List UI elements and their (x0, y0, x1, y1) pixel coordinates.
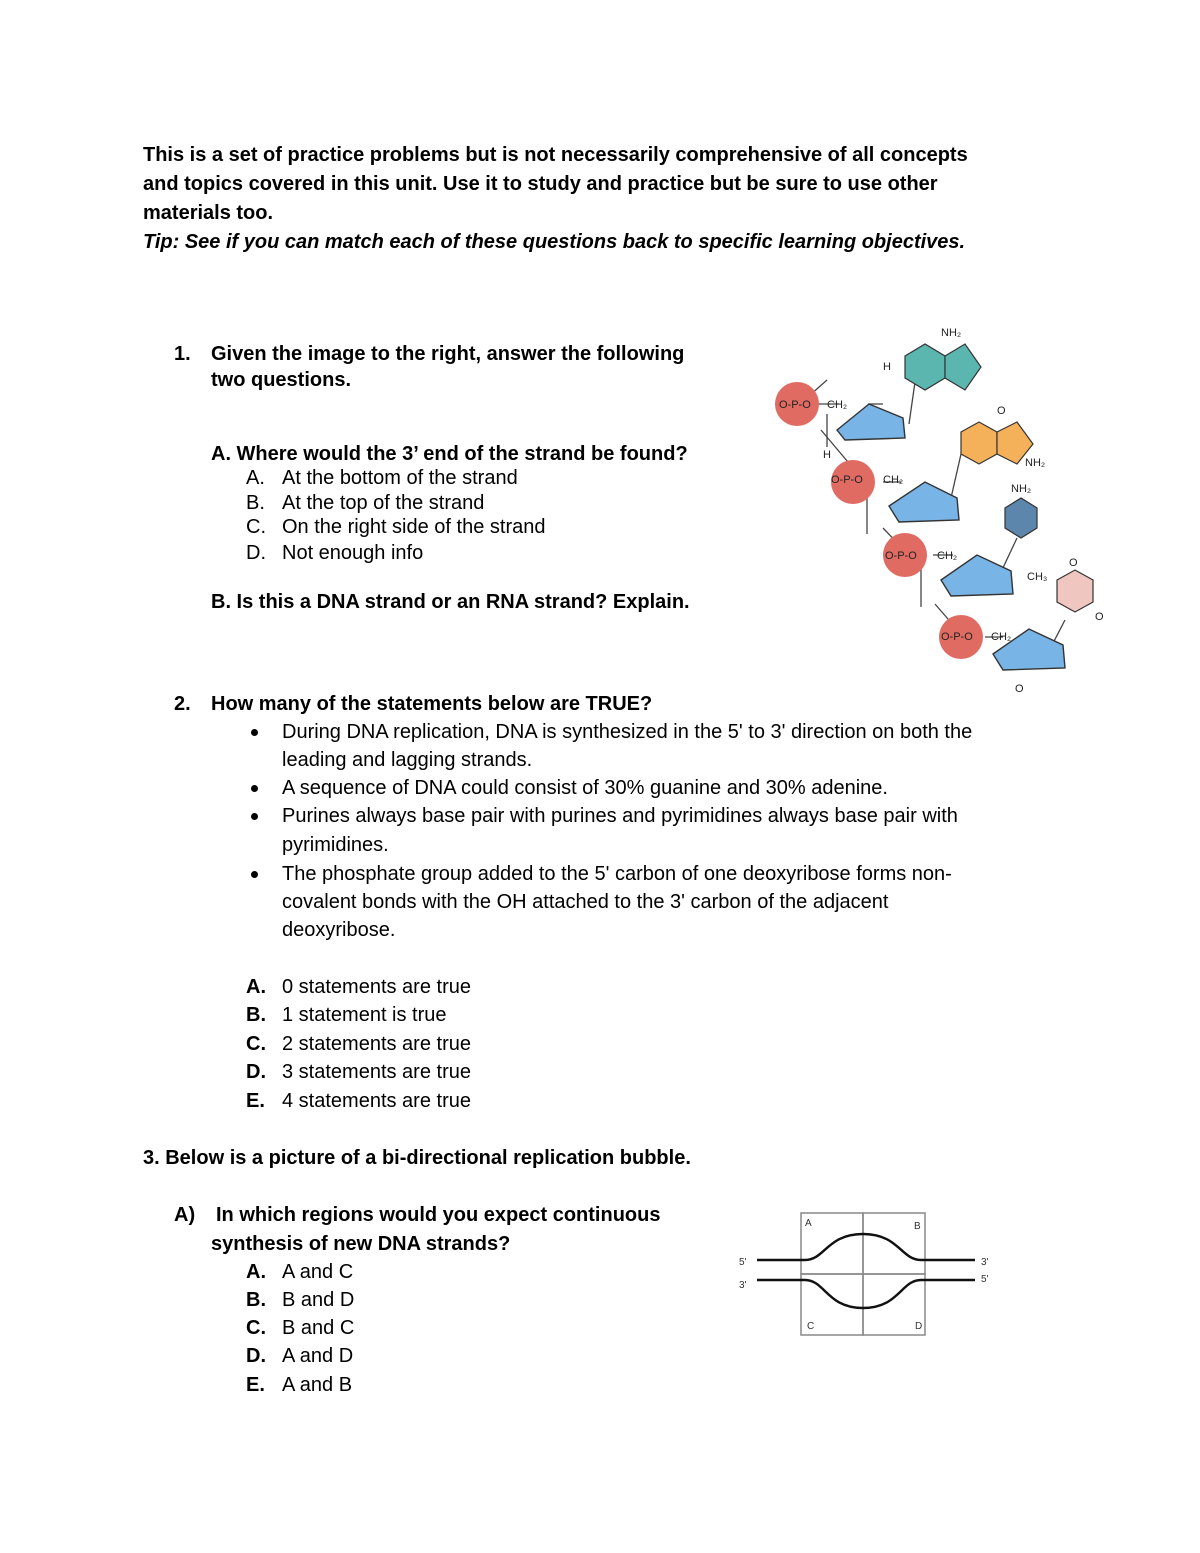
sugar1-h-label: H (823, 449, 831, 461)
q1-option-a-text: At the bottom of the strand (282, 467, 518, 489)
q2-statement-4-line3: deoxyribose. (282, 919, 396, 941)
intro-line-2: and topics covered in this unit. Use it to study and practice but be sure to use other (143, 173, 938, 195)
region-c-label: C (807, 1321, 815, 1332)
q2-statement-4-line1: The phosphate group added to the 5' carbon of one deoxyribose forms non- (282, 863, 952, 885)
thymine-ch3-label: CH₃ (1027, 571, 1048, 583)
phosphate-label-1: O-P-O (779, 399, 811, 411)
ch2-label-1: CH₂ (827, 399, 848, 411)
guanine-nh2-label: NH₂ (1025, 457, 1046, 469)
top-strand (757, 1234, 975, 1260)
q3-part-a-line1: In which regions would you expect continuous (216, 1204, 661, 1226)
q1-prompt-line2: two questions. (211, 369, 351, 391)
q1-part-b: B. Is this a DNA strand or an RNA strand? Explain. (211, 591, 690, 613)
q3-option-d-text: A and D (282, 1345, 354, 1367)
q1-part-a: A. Where would the 3’ end of the strand be found? (211, 443, 688, 465)
bullet-icon (251, 729, 258, 736)
q2-option-c-text: 2 statements are true (282, 1033, 471, 1055)
deoxyribose-sugar-1 (837, 404, 905, 440)
intro-paragraph (143, 141, 1063, 257)
region-b-label: B (914, 1221, 921, 1232)
phosphate-label-4: O-P-O (941, 631, 973, 643)
q1-option-c-letter: C. (246, 516, 266, 538)
q1-option-b-text: At the top of the strand (282, 492, 485, 514)
adenine-h-label: H (883, 361, 891, 373)
intro-line-1: This is a set of practice problems but is not necessarily comprehensive of all concepts (143, 144, 968, 166)
thymine-base (1057, 570, 1093, 612)
sugar4-o-label: O (1015, 683, 1024, 695)
dna-strand-diagram (765, 322, 1125, 702)
guanine-o-label: O (997, 405, 1006, 417)
q1-option-a-letter: A. (246, 467, 265, 489)
q2-option-d-letter: D. (246, 1061, 266, 1083)
q2-option-e-letter: E. (246, 1090, 265, 1112)
q1-option-d-letter: D. (246, 542, 266, 564)
thymine-o2-label: O (1095, 611, 1104, 623)
q3-option-c-text: B and C (282, 1317, 355, 1339)
q3-option-d-letter: D. (246, 1345, 266, 1367)
right-top-end-label: 3' (981, 1257, 989, 1268)
ch2-label-2: CH₂ (883, 474, 904, 486)
thymine-o-label: O (1069, 557, 1078, 569)
q3-part-a-label: A) (174, 1204, 196, 1226)
phosphate-label-2: O-P-O (831, 474, 863, 486)
replication-bubble-diagram (735, 1210, 1005, 1345)
q3-option-e-letter: E. (246, 1374, 265, 1396)
q2-statement-3-line1: Purines always base pair with purines and pyrimidines always base pair with (282, 805, 958, 827)
q1-prompt-line1: Given the image to the right, answer the following (211, 343, 685, 365)
cytosine-base (1005, 498, 1037, 538)
q3-part-a-line2: synthesis of new DNA strands? (211, 1233, 511, 1255)
q3-option-a-letter: A. (246, 1261, 266, 1283)
q3-option-a-text: A and C (282, 1261, 354, 1283)
q1-option-d-text: Not enough info (282, 542, 424, 564)
q2-option-b-letter: B. (246, 1004, 266, 1026)
right-bottom-end-label: 5' (981, 1274, 989, 1285)
q3-option-b-text: B and D (282, 1289, 355, 1311)
q3-option-e-text: A and B (282, 1374, 353, 1396)
q1-option-b-letter: B. (246, 492, 265, 514)
ch2-label-4: CH₂ (991, 631, 1012, 643)
q3-option-c-letter: C. (246, 1317, 266, 1339)
q2-statement-3-line2: pyrimidines. (282, 834, 389, 856)
q2-statement-4-line2: covalent bonds with the OH attached to the 3' carbon of the adjacent (282, 891, 889, 913)
adenine-base (905, 344, 945, 390)
q2-statement-2-line1: A sequence of DNA could consist of 30% guanine and 30% adenine. (282, 777, 888, 799)
region-d-label: D (915, 1321, 923, 1332)
intro-line-3: materials too. (143, 202, 274, 224)
left-bottom-end-label: 3' (739, 1280, 747, 1291)
q2-option-d-text: 3 statements are true (282, 1061, 471, 1083)
q1-number: 1. (174, 343, 191, 365)
q2-number: 2. (174, 693, 191, 715)
ch2-label-3: CH₂ (937, 550, 958, 562)
deoxyribose-sugar-2 (889, 482, 959, 522)
guanine-base (961, 422, 997, 464)
phosphate-label-3: O-P-O (885, 550, 917, 562)
q2-prompt: How many of the statements below are TRUE? (211, 693, 653, 715)
q1-option-c-text: On the right side of the strand (282, 516, 546, 538)
q2-statement-1-line2: leading and lagging strands. (282, 749, 533, 771)
bullet-icon (251, 785, 258, 792)
bullet-icon (251, 813, 258, 820)
q2-statement-1-line1: During DNA replication, DNA is synthesized in the 5' to 3' direction on both the (282, 721, 973, 743)
q2-option-a-text: 0 statements are true (282, 976, 471, 998)
q2-option-a-letter: A. (246, 976, 266, 998)
q2-option-e-text: 4 statements are true (282, 1090, 471, 1112)
bullet-icon (251, 871, 258, 878)
q2-option-b-text: 1 statement is true (282, 1004, 447, 1026)
cytosine-nh2-label: NH₂ (1011, 483, 1032, 495)
q3-prompt: 3. Below is a picture of a bi-directional replication bubble. (143, 1147, 691, 1169)
left-top-end-label: 5' (739, 1257, 747, 1268)
region-a-label: A (805, 1218, 812, 1229)
q2-option-c-letter: C. (246, 1033, 266, 1055)
intro-tip: Tip: See if you can match each of these questions back to specific learning objectives. (143, 231, 966, 253)
q3-option-b-letter: B. (246, 1289, 266, 1311)
bottom-strand (757, 1280, 975, 1308)
adenine-nh2-label: NH₂ (941, 327, 962, 339)
